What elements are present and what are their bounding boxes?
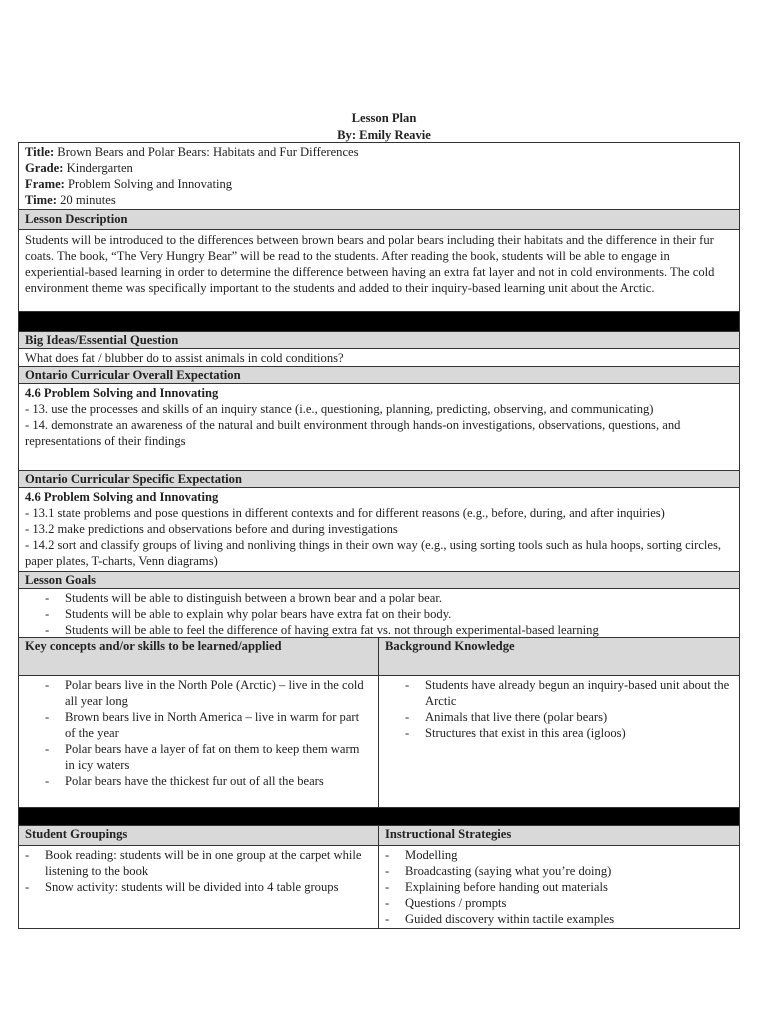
lesson-goals-body — [19, 589, 739, 638]
student-grouping-item: - Snow activity: students will be divided into 4 table groups — [19, 879, 372, 895]
frame-label: Frame: — [25, 177, 65, 191]
grade-line — [25, 160, 733, 176]
grade-value: Kindergarten — [63, 161, 133, 175]
background-knowledge-item: - Structures that exist in this area (igloos) — [379, 725, 733, 741]
instructional-strategy-item: - Guided discovery within tactile examples — [379, 911, 733, 927]
black-divider — [19, 808, 739, 826]
overall-expectation-heading: Ontario Curricular Overall Expectation — [19, 367, 739, 384]
student-grouping-item: - Book reading: students will be in one group at the carpet while listening to the book — [19, 847, 372, 879]
info-section — [19, 143, 739, 210]
title-line — [25, 144, 733, 160]
instructional-strategy-item: - Broadcasting (saying what you’re doing) — [379, 863, 733, 879]
student-groupings-body — [19, 846, 379, 928]
frame-line — [25, 176, 733, 192]
grade-label: Grade: — [25, 161, 64, 175]
specific-expectation-body — [19, 488, 739, 572]
specific-expectation-subheading: 4.6 Problem Solving and Innovating — [25, 490, 219, 504]
lesson-goal-item: - Students will be able to explain why polar bears have extra fat on their body. — [19, 606, 739, 622]
document-title: Lesson Plan — [351, 111, 417, 125]
background-knowledge-heading: Background Knowledge — [385, 639, 515, 653]
instructional-strategies-heading: Instructional Strategies — [385, 827, 512, 841]
key-concept-item: - Polar bears have a layer of fat on them to keep them warm in icy waters — [19, 741, 372, 773]
instructional-strategy-item: - Modelling — [379, 847, 733, 863]
groupings-strategies-heading-row — [19, 826, 739, 846]
concepts-background-heading-row — [19, 638, 739, 676]
background-knowledge-body — [379, 676, 739, 807]
specific-expectation-item: - 14.2 sort and classify groups of living and nonliving things in their own way (e.g., using sorting tools such as hula hoops, sorting circles, paper plates, T-charts, Venn diagrams) — [25, 538, 722, 568]
document-author: By: Emily Reavie — [337, 128, 431, 142]
key-concept-item: - Polar bears have the thickest fur out of all the bears — [19, 773, 372, 789]
key-concept-item: - Brown bears live in North America – live in warm for part of the year — [19, 709, 372, 741]
concepts-background-body-row — [19, 676, 739, 808]
specific-expectation-item: - 13.2 make predictions and observations before and during investigations — [25, 522, 398, 536]
time-value: 20 minutes — [56, 193, 116, 207]
background-knowledge-item: - Animals that live there (polar bears) — [379, 709, 733, 725]
instructional-strategy-item: - Questions / prompts — [379, 895, 733, 911]
lesson-description-heading: Lesson Description — [19, 210, 739, 230]
instructional-strategies-body — [379, 846, 739, 928]
student-groupings-heading: Student Groupings — [19, 826, 379, 845]
overall-expectation-subheading: 4.6 Problem Solving and Innovating — [25, 386, 219, 400]
frame-value: Problem Solving and Innovating — [64, 177, 233, 191]
title-value: Brown Bears and Polar Bears: Habitats and Fur Differences — [54, 145, 359, 159]
title-label: Title: — [25, 145, 55, 159]
groupings-strategies-body-row — [19, 846, 739, 928]
lesson-goal-item: - Students will be able to feel the difference of having extra fat vs. not through experimental-based learning — [19, 622, 739, 638]
background-knowledge-item: - Students have already begun an inquiry-based unit about the Arctic — [379, 677, 733, 709]
big-ideas-text: What does fat / blubber do to assist animals in cold conditions? — [19, 349, 739, 367]
time-line — [25, 192, 733, 208]
specific-expectation-heading: Ontario Curricular Specific Expectation — [19, 471, 739, 488]
overall-expectation-body — [19, 384, 739, 471]
key-concepts-heading: Key concepts and/or skills to be learned/applied — [19, 638, 379, 675]
lesson-description-text: Students will be introduced to the differences between brown bears and polar bears including their habitats and the difference in their fur coats. The book, “The Very Hungry Bear” will be read to the students. After reading the book, students will be able to engage in experiential-based learning in order to determine the difference between having an extra fat layer and not in cold environments. The cold environment theme was specifically important to the students and added to their inquiry-based learning unit about the Arctic. — [19, 230, 739, 312]
instructional-strategy-item: - Explaining before handing out materials — [379, 879, 733, 895]
overall-expectation-item: - 13. use the processes and skills of an inquiry stance (i.e., questioning, planning, predicting, observing, and communicating) — [25, 402, 654, 416]
specific-expectation-item: - 13.1 state problems and pose questions in different contexts and for different reasons (e.g., before, during, and after inquiries) — [25, 506, 665, 520]
key-concepts-body — [19, 676, 379, 807]
big-ideas-heading: Big Ideas/Essential Question — [19, 332, 739, 349]
key-concept-item: - Polar bears live in the North Pole (Arctic) – live in the cold all year long — [19, 677, 372, 709]
black-divider — [19, 312, 739, 332]
lesson-goals-heading: Lesson Goals — [19, 572, 739, 589]
time-label: Time: — [25, 193, 57, 207]
overall-expectation-item: - 14. demonstrate an awareness of the natural and built environment through hands-on investigations, observations, questions, and representations of their findings — [25, 418, 681, 448]
lesson-plan-table — [18, 142, 740, 929]
lesson-goal-item: - Students will be able to distinguish between a brown bear and a polar bear. — [19, 590, 739, 606]
